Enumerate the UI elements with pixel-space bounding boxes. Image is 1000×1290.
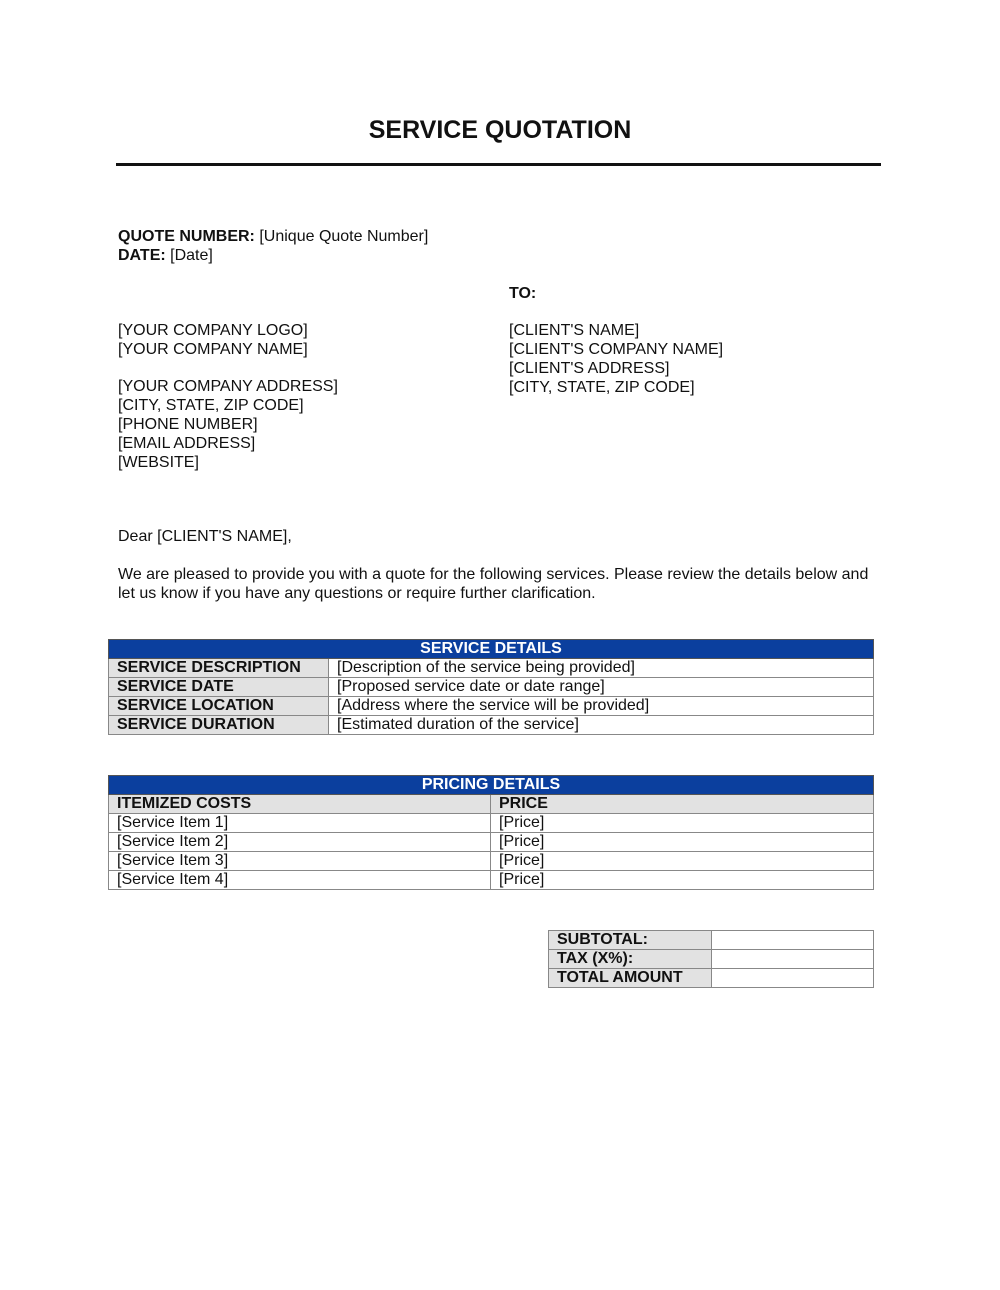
table-row	[109, 852, 874, 871]
sender-company-name: [YOUR COMPANY NAME]	[118, 341, 308, 358]
sender-email: [EMAIL ADDRESS]	[118, 435, 256, 452]
table-row	[109, 833, 874, 852]
service-details-table	[108, 639, 874, 735]
service-location-label: SERVICE LOCATION	[109, 697, 329, 716]
total-amount-value[interactable]	[712, 969, 874, 988]
table-row	[109, 716, 874, 735]
total-amount-label: TOTAL AMOUNT	[549, 969, 712, 988]
price-cell[interactable]: [Price]	[491, 871, 874, 890]
intro-paragraph: We are pleased to provide you with a quote for the following services. Please review the details below and let us know if you have any questions or require further clarification.	[118, 566, 869, 602]
table-row	[549, 969, 874, 988]
date-line	[118, 246, 213, 265]
service-date-label: SERVICE DATE	[109, 678, 329, 697]
service-details-header: SERVICE DETAILS	[109, 640, 874, 659]
sender-address: [YOUR COMPANY ADDRESS]	[118, 378, 338, 395]
client-city: [CITY, STATE, ZIP CODE]	[509, 379, 695, 396]
service-item-cell[interactable]: [Service Item 1]	[109, 814, 491, 833]
title-divider	[116, 163, 881, 166]
price-cell[interactable]: [Price]	[491, 833, 874, 852]
sender-city: [CITY, STATE, ZIP CODE]	[118, 397, 304, 414]
sender-website: [WEBSITE]	[118, 454, 199, 471]
greeting: Dear [CLIENT'S NAME],	[118, 528, 292, 545]
tax-label: TAX (X%):	[549, 950, 712, 969]
table-row	[109, 659, 874, 678]
client-company-name: [CLIENT'S COMPANY NAME]	[509, 341, 724, 358]
table-row	[549, 931, 874, 950]
service-location-value[interactable]: [Address where the service will be provided]	[329, 697, 874, 716]
table-row	[109, 697, 874, 716]
table-row	[549, 950, 874, 969]
itemized-costs-header: ITEMIZED COSTS	[109, 795, 491, 814]
service-duration-value[interactable]: [Estimated duration of the service]	[329, 716, 874, 735]
pricing-column-headers	[109, 795, 874, 814]
price-cell[interactable]: [Price]	[491, 852, 874, 871]
service-item-cell[interactable]: [Service Item 4]	[109, 871, 491, 890]
date-label: DATE:	[118, 247, 166, 264]
totals-table	[548, 930, 874, 988]
service-item-cell[interactable]: [Service Item 3]	[109, 852, 491, 871]
recipient-label: TO:	[509, 285, 537, 302]
service-item-cell[interactable]: [Service Item 2]	[109, 833, 491, 852]
service-description-label: SERVICE DESCRIPTION	[109, 659, 329, 678]
quote-number-label: QUOTE NUMBER:	[118, 228, 255, 245]
sender-phone: [PHONE NUMBER]	[118, 416, 258, 433]
quote-number-line	[118, 227, 428, 246]
table-row	[109, 871, 874, 890]
service-duration-label: SERVICE DURATION	[109, 716, 329, 735]
price-cell[interactable]: [Price]	[491, 814, 874, 833]
recipient-block	[509, 321, 723, 397]
client-address: [CLIENT'S ADDRESS]	[509, 360, 670, 377]
table-row	[109, 814, 874, 833]
sender-block-top	[118, 321, 308, 359]
subtotal-label: SUBTOTAL:	[549, 931, 712, 950]
quote-number-value: [Unique Quote Number]	[259, 228, 429, 245]
date-value: [Date]	[170, 247, 213, 264]
client-name: [CLIENT'S NAME]	[509, 322, 640, 339]
pricing-details-header: PRICING DETAILS	[109, 776, 874, 795]
subtotal-value[interactable]	[712, 931, 874, 950]
pricing-details-table	[108, 775, 874, 890]
price-header: PRICE	[491, 795, 874, 814]
sender-logo: [YOUR COMPANY LOGO]	[118, 322, 308, 339]
table-row	[109, 678, 874, 697]
service-description-value[interactable]: [Description of the service being provided]	[329, 659, 874, 678]
tax-value[interactable]	[712, 950, 874, 969]
service-date-value[interactable]: [Proposed service date or date range]	[329, 678, 874, 697]
sender-block-bottom	[118, 377, 338, 472]
document-title: SERVICE QUOTATION	[368, 116, 632, 144]
